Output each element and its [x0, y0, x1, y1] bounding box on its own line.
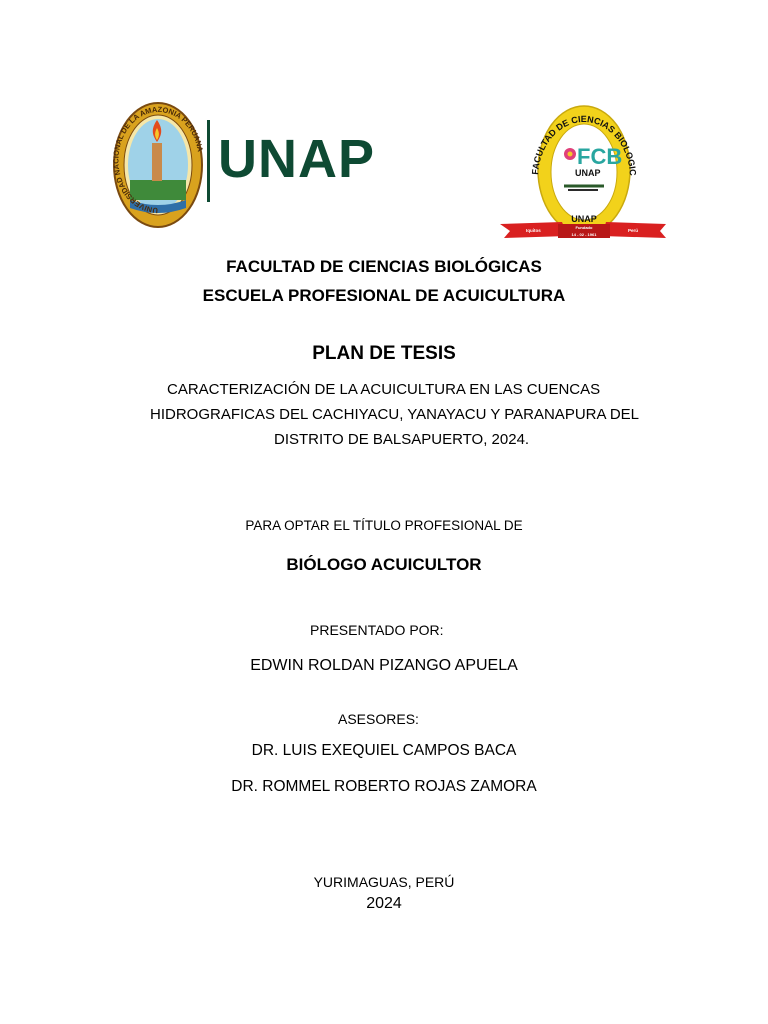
fcb-seal-icon: [498, 98, 670, 244]
fcb-logo: [498, 98, 670, 244]
advisor-1: DR. LUIS EXEQUIEL CAMPOS BACA: [251, 742, 517, 759]
thesis-title-line-2: HIDROGRAFICAS DEL CACHIYACU, YANAYACU Y PARANAPURA DEL: [150, 406, 640, 423]
degree-purpose: PARA OPTAR EL TÍTULO PROFESIONAL DE: [245, 518, 523, 533]
fcb-monogram: FCB: [577, 144, 623, 169]
fcb-ribbon-date: 14 - 02 - 1961: [571, 232, 597, 237]
unap-seal-icon: [110, 98, 210, 232]
unap-logo: [110, 98, 390, 232]
document-type: PLAN DE TESIS: [312, 343, 456, 364]
thesis-title-line-3: DISTRITO DE BALSAPUERTO, 2024.: [274, 431, 530, 448]
advisor-2: DR. ROMMEL ROBERTO ROJAS ZAMORA: [231, 778, 537, 795]
school-heading: ESCUELA PROFESIONAL DE ACUICULTURA: [202, 286, 566, 305]
presented-by-label: PRESENTADO POR:: [310, 622, 444, 638]
advisors-label: ASESORES:: [338, 711, 419, 727]
faculty-heading: FACULTAD DE CIENCIAS BIOLÓGICAS: [226, 257, 542, 276]
unap-seal-text: UNIVERSIDAD NACIONAL DE LA AMAZONIA PERUANA: [111, 104, 205, 216]
degree-title: BIÓLOGO ACUICULTOR: [286, 555, 482, 574]
fcb-ribbon-left: Iquitos: [526, 228, 541, 233]
fcb-seal-word: UNAP: [571, 214, 597, 224]
author-name: EDWIN ROLDAN PIZANGO APUELA: [250, 657, 518, 674]
year: 2024: [366, 895, 402, 912]
place: YURIMAGUAS, PERÚ: [313, 874, 455, 890]
fcb-ribbon-center: Fundado: [575, 225, 593, 230]
thesis-title-line-1: CARACTERIZACIÓN DE LA ACUICULTURA EN LAS CUENCAS: [167, 381, 601, 398]
fcb-inner-unap: UNAP: [575, 168, 601, 178]
unap-divider: [207, 120, 210, 202]
fcb-seal-text: FACULTAD DE CIENCIAS BIOLOGIC: [530, 113, 639, 176]
unap-wordmark: UNAP: [218, 129, 376, 189]
fcb-ribbon-right: Perú: [628, 228, 639, 233]
